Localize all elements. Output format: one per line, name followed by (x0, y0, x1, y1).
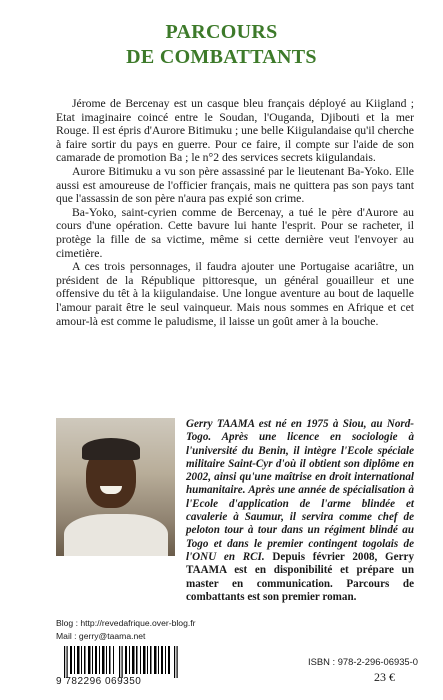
price: 23 € (374, 670, 395, 684)
title-line-2: DE COMBATTANTS (126, 46, 317, 68)
isbn: ISBN : 978-2-296-06935-0 (308, 656, 418, 667)
back-cover-blurb (56, 97, 414, 328)
blog-link[interactable]: Blog : http://revedafrique.over-blog.fr (56, 618, 196, 628)
barcode (56, 646, 186, 686)
blurb-paragraph: A ces trois personnages, il faudra ajouter une Portugaise acariâtre, un président de la République pittoresque, un général gouailleur et une offensive du têt à la kiigulandaise. Une longue aventure au bout de laquelle l'amour parait être le seul vainqueur. Mais nous sommes en Afrique et cet amour-là est comme le paludisme, il laisse un goût amer à la bouche. (56, 260, 414, 328)
barcode-digits: 9 782296 069350 (56, 676, 142, 687)
book-title (0, 20, 443, 70)
blurb-paragraph: Ba-Yoko, saint-cyrien comme de Bercenay, a tué le père d'Aurore au cours d'une opération. Cette bavure lui hante l'esprit. Pour se racheter, il protège la fille de sa victime, même si cette dernière veut l'envoyer au cimetière. (56, 205, 414, 260)
blurb-paragraph: Jérome de Bercenay est un casque bleu français déployé au Kiigland ; Etat imaginaire coincé entre le Soudan, l'Ouganda, Djibouti et la mer Rouge. Il est épris d'Aurore Bitimuku ; une belle Kiigulandaise qu'il cherche à faire sortir du pays en guerre. Pour ce faire, il compte sur l'aide de son camarade de promotion Ba ; le n°2 des services secrets kiigulandais. (56, 97, 414, 165)
barcode-bars (62, 646, 182, 678)
title-line-1: PARCOURS (165, 21, 278, 43)
author-bio-text: est né en 1975 à Siou, au Nord-Togo. Après une licence en sociologie à l'université du Benin, il intègre l'Ecole spéciale militaire Saint-Cyr d'où il obtient son diplôme en 2002, ainsi qu'une maîtrise en droit international humanitaire. Après une année de spécialisation à l'Ecole d'application de l'arme blindée et cavalerie à Saumur, il servira comme chef de peloton tour à tour dans un régiment blindé au Togo et dans le premier contingent togolais de l'ONU en RCI. (186, 418, 414, 563)
author-name: Gerry TAAMA (186, 418, 255, 430)
author-bio-rest: Depuis février 2008, Gerry TAAMA est en disponibilité et prépare un master en communication. Parcours de combattants est son premier roman. (186, 550, 414, 603)
mail-link[interactable]: Mail : gerry@taama.net (56, 631, 146, 641)
author-photo (56, 418, 175, 556)
author-bio (186, 418, 414, 604)
blurb-paragraph: Aurore Bitimuku a vu son père assassiné par le lieutenant Ba-Yoko. Elle aussi est amoureuse de l'officier français, mais ne quittera pas son pays tant que l'assassin de son père n'aura pas expié son crime. (56, 164, 414, 206)
author-contact (56, 617, 196, 643)
